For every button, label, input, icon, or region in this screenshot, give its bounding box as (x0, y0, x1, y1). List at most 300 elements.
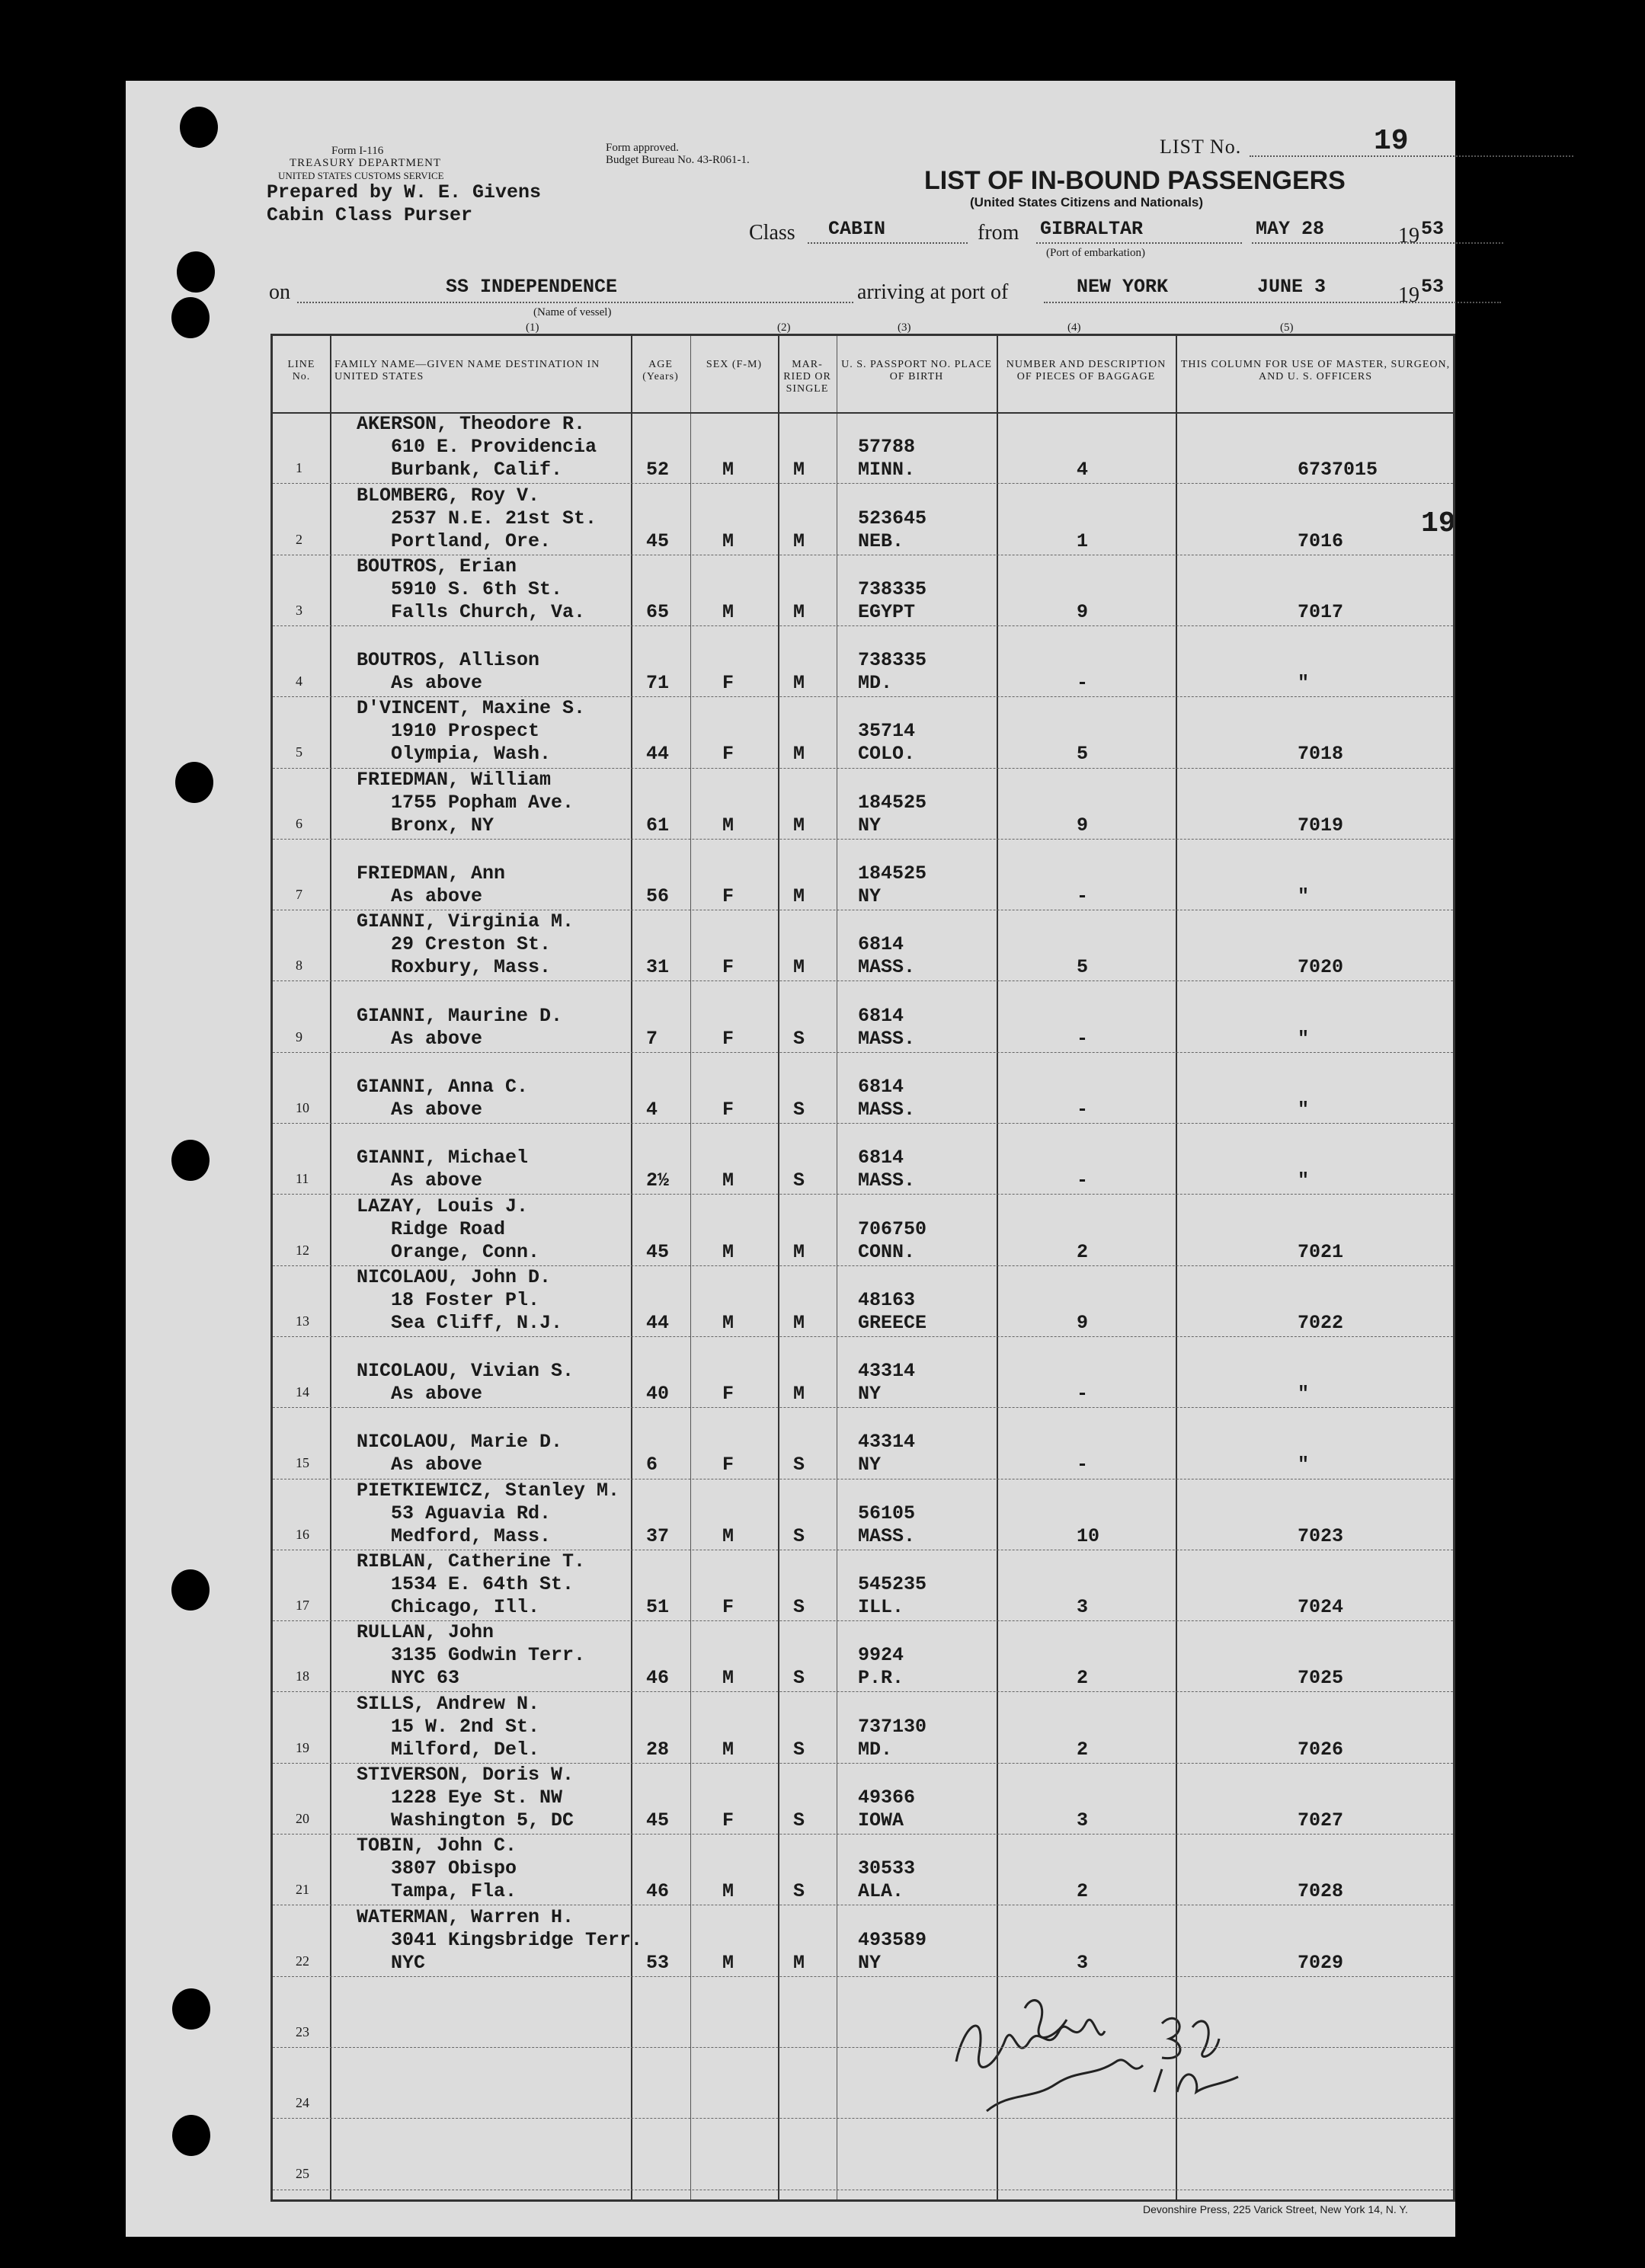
depart-year: 53 (1421, 218, 1445, 240)
line-number: 5 (296, 744, 302, 760)
sex: M (722, 1311, 734, 1334)
table-row (273, 1905, 1453, 1975)
age: 56 (646, 885, 670, 908)
baggage-count: - (1077, 1027, 1089, 1050)
marital-status: S (793, 1738, 805, 1761)
sex: M (722, 1169, 734, 1192)
line-number: 25 (296, 2166, 309, 2182)
passenger-name: FRIEDMAN, William (357, 768, 552, 791)
passport-number: 6814 (858, 1075, 904, 1098)
passport-number: 184525 (858, 791, 927, 814)
line-number: 20 (296, 1810, 309, 1826)
table-row (273, 768, 1453, 839)
passenger-name: TOBIN, John C. (357, 1835, 517, 1857)
marital-status: M (793, 1240, 805, 1263)
table-row (273, 625, 1453, 696)
list-no-value: 19 (1374, 125, 1409, 158)
passenger-address: As above (391, 1098, 483, 1121)
place-of-birth: MASS. (858, 1027, 916, 1050)
line-number: 13 (296, 1313, 309, 1329)
place-of-birth: NY (858, 1951, 882, 1974)
line-number: 14 (296, 1384, 309, 1400)
passenger-address: Bronx, NY (391, 814, 494, 837)
sex: F (722, 1383, 734, 1406)
passport-number: 737130 (858, 1715, 927, 1738)
baggage-count: 3 (1077, 1809, 1089, 1831)
marital-status: M (793, 1951, 805, 1974)
age: 28 (646, 1738, 670, 1761)
place-of-birth: MASS. (858, 956, 916, 979)
punch-hole (175, 762, 213, 803)
age: 65 (646, 600, 670, 623)
depart-year-prefix: 19 (1398, 224, 1419, 248)
baggage-count: 1 (1077, 529, 1089, 552)
sex: F (722, 672, 734, 695)
arrival-date: JUNE 3 (1257, 276, 1327, 298)
baggage-count: - (1077, 1098, 1089, 1121)
passenger-name: RIBLAN, Catherine T. (357, 1550, 586, 1573)
passenger-address: NYC (391, 1951, 426, 1974)
table-row (273, 1620, 1453, 1691)
sex: M (722, 1738, 734, 1761)
budget-bureau: Budget Bureau No. 43-R061-1. (606, 154, 750, 166)
passport-number: 523645 (858, 507, 927, 529)
place-of-birth: P.R. (858, 1667, 904, 1690)
page-subtitle: (United States Citizens and Nationals) (970, 195, 1204, 210)
class-label: Class (749, 221, 795, 245)
prepared-by: Prepared by W. E. Givens (267, 181, 542, 203)
age: 44 (646, 743, 670, 766)
age: 46 (646, 1880, 670, 1903)
marital-status: S (793, 1667, 805, 1690)
table-row (273, 1194, 1453, 1265)
line-number: 1 (296, 460, 302, 476)
sex: F (722, 743, 734, 766)
officer-number: 7029 (1298, 1951, 1344, 1974)
officer-number: 7019 (1298, 814, 1344, 837)
marital-status: S (793, 1027, 805, 1050)
passenger-name: BOUTROS, Allison (357, 649, 540, 672)
passenger-name: FRIEDMAN, Ann (357, 862, 506, 885)
passenger-address: As above (391, 1454, 483, 1476)
officer-number: 7028 (1298, 1880, 1344, 1903)
punch-hole (171, 1140, 210, 1181)
officer-number: " (1298, 1169, 1310, 1192)
passport-number: 184525 (858, 862, 927, 885)
table-row (273, 2047, 1453, 2118)
arrival-year-prefix: 19 (1398, 283, 1419, 307)
place-of-birth: MASS. (858, 1524, 916, 1547)
passenger-name: RULLAN, John (357, 1621, 494, 1644)
from-value: GIBRALTAR (1040, 218, 1144, 240)
passenger-address: 610 E. Providencia (391, 436, 597, 459)
table-row (273, 1976, 1453, 2047)
header-age: AGE (Years) (642, 359, 679, 382)
officer-number: 7024 (1298, 1596, 1344, 1619)
passenger-name: BOUTROS, Erian (357, 555, 517, 577)
marital-status: S (793, 1524, 805, 1547)
age: 46 (646, 1667, 670, 1690)
sex: M (722, 600, 734, 623)
passenger-name: AKERSON, Theodore R. (357, 413, 586, 436)
baggage-count: 4 (1077, 459, 1089, 481)
header-line-no: LINE No. (287, 359, 315, 382)
baggage-count: 10 (1077, 1524, 1100, 1547)
passenger-name: WATERMAN, Warren H. (357, 1905, 574, 1928)
age: 6 (646, 1454, 658, 1476)
baggage-count: 9 (1077, 600, 1089, 623)
port-embarkation-label: (Port of embarkation) (1046, 247, 1145, 259)
table-row (273, 483, 1453, 554)
line-number: 12 (296, 1242, 309, 1258)
passenger-address: Chicago, Ill. (391, 1596, 540, 1619)
sex: M (722, 529, 734, 552)
age: 45 (646, 529, 670, 552)
passenger-name: GIANNI, Anna C. (357, 1075, 529, 1098)
passenger-address: As above (391, 1027, 483, 1050)
marital-status: M (793, 885, 805, 908)
passenger-name: LAZAY, Louis J. (357, 1195, 529, 1217)
officer-number: " (1298, 1027, 1310, 1050)
place-of-birth: MD. (858, 1738, 893, 1761)
place-of-birth: MASS. (858, 1098, 916, 1121)
age: 45 (646, 1809, 670, 1831)
passport-number: 35714 (858, 720, 916, 743)
baggage-count: - (1077, 1383, 1089, 1406)
sex: F (722, 1098, 734, 1121)
passenger-address: 18 Foster Pl. (391, 1288, 540, 1311)
baggage-count: 2 (1077, 1738, 1089, 1761)
age: 7 (646, 1027, 658, 1050)
passport-number: 56105 (858, 1502, 916, 1524)
col-num-4: (4) (1067, 321, 1081, 334)
sex: M (722, 814, 734, 837)
baggage-count: 3 (1077, 1596, 1089, 1619)
age: 51 (646, 1596, 670, 1619)
table-row (273, 1691, 1453, 1762)
passenger-address: 3807 Obispo (391, 1857, 517, 1880)
passenger-name: GIANNI, Maurine D. (357, 1004, 563, 1027)
line-number: 2 (296, 531, 302, 547)
officer-number: " (1298, 885, 1310, 908)
on-label: on (269, 280, 290, 304)
baggage-count: 9 (1077, 814, 1089, 837)
marital-status: S (793, 1880, 805, 1903)
header-married: MAR-RIED OR SINGLE (783, 359, 831, 395)
line-number: 9 (296, 1028, 302, 1044)
marital-status: M (793, 814, 805, 837)
passenger-address: Washington 5, DC (391, 1809, 574, 1831)
marital-status: S (793, 1454, 805, 1476)
place-of-birth: NY (858, 814, 882, 837)
from-label: from (978, 221, 1019, 245)
passport-number: 545235 (858, 1573, 927, 1596)
passenger-address: Milford, Del. (391, 1738, 540, 1761)
officer-number: 7020 (1298, 956, 1344, 979)
sex: F (722, 956, 734, 979)
class-value: CABIN (828, 218, 886, 240)
line-number: 4 (296, 673, 302, 689)
passport-number: 49366 (858, 1786, 916, 1809)
sex: F (722, 885, 734, 908)
table-row (273, 555, 1453, 625)
passport-number: 43314 (858, 1360, 916, 1383)
marital-status: M (793, 529, 805, 552)
table-row (273, 1479, 1453, 1550)
passenger-address: Olympia, Wash. (391, 743, 552, 766)
passenger-name: NICOLAOU, Marie D. (357, 1431, 563, 1454)
age: 44 (646, 1311, 670, 1334)
place-of-birth: IOWA (858, 1809, 904, 1831)
sex: M (722, 1880, 734, 1903)
marital-status: M (793, 743, 805, 766)
officer-number: 7025 (1298, 1667, 1344, 1690)
passenger-address: Tampa, Fla. (391, 1880, 517, 1903)
officer-number: 7027 (1298, 1809, 1344, 1831)
passport-number: 706750 (858, 1217, 927, 1240)
passenger-address: As above (391, 1169, 483, 1192)
marital-status: M (793, 600, 805, 623)
sex: M (722, 1951, 734, 1974)
passenger-address: 5910 S. 6th St. (391, 577, 563, 600)
baggage-count: - (1077, 885, 1089, 908)
passport-number: 493589 (858, 1928, 927, 1951)
passenger-address: Orange, Conn. (391, 1240, 540, 1263)
table-row (273, 1407, 1453, 1478)
passenger-address: As above (391, 672, 483, 695)
line-number: 6 (296, 815, 302, 831)
passenger-address: Portland, Ore. (391, 529, 552, 552)
col-num-2: (2) (777, 321, 791, 334)
line-number: 8 (296, 958, 302, 974)
place-of-birth: MASS. (858, 1169, 916, 1192)
passport-number: 6814 (858, 1147, 904, 1169)
place-of-birth: EGYPT (858, 600, 916, 623)
passenger-address: NYC 63 (391, 1667, 460, 1690)
marital-status: S (793, 1169, 805, 1192)
vessel-label: (Name of vessel) (533, 306, 612, 318)
baggage-count: 3 (1077, 1951, 1089, 1974)
place-of-birth: NY (858, 1383, 882, 1406)
place-of-birth: MD. (858, 672, 893, 695)
officer-number: 7022 (1298, 1311, 1344, 1334)
passport-number: 9924 (858, 1644, 904, 1667)
customs-service: UNITED STATES CUSTOMS SERVICE (278, 170, 444, 181)
line-number: 16 (296, 1526, 309, 1542)
sex: M (722, 459, 734, 481)
header-baggage: NUMBER AND DESCRIPTION OF PIECES OF BAGGAGE (1006, 359, 1167, 382)
table-row (273, 980, 1453, 1051)
place-of-birth: ILL. (858, 1596, 904, 1619)
list-no-label: LIST No. (1160, 136, 1242, 158)
officer-number: 7018 (1298, 743, 1344, 766)
table-row (273, 696, 1453, 767)
passenger-table (270, 334, 1455, 2202)
line-number: 11 (296, 1171, 309, 1187)
cabin-class-purser: Cabin Class Purser (267, 204, 473, 226)
passenger-name: STIVERSON, Doris W. (357, 1763, 574, 1786)
marital-status: M (793, 1311, 805, 1334)
passport-number: 30533 (858, 1857, 916, 1880)
age: 52 (646, 459, 670, 481)
officer-number: " (1298, 672, 1310, 695)
depart-date: MAY 28 (1256, 218, 1325, 240)
passenger-address: 1755 Popham Ave. (391, 791, 574, 814)
passport-number: 6814 (858, 933, 904, 956)
marital-status: S (793, 1098, 805, 1121)
table-row (273, 839, 1453, 910)
passenger-address: 1534 E. 64th St. (391, 1573, 574, 1596)
place-of-birth: MINN. (858, 459, 916, 481)
table-row (273, 1052, 1453, 1123)
place-of-birth: ALA. (858, 1880, 904, 1903)
officer-number: 7017 (1298, 600, 1344, 623)
passenger-name: NICOLAOU, Vivian S. (357, 1360, 574, 1383)
passenger-address: Ridge Road (391, 1217, 506, 1240)
age: 45 (646, 1240, 670, 1263)
line-number: 3 (296, 602, 302, 618)
age: 40 (646, 1383, 670, 1406)
header-sex: SEX (F-M) (706, 359, 763, 370)
line-number: 19 (296, 1739, 309, 1755)
officer-number: " (1298, 1454, 1310, 1476)
form-number: Form I-116 (331, 145, 384, 157)
passenger-address: 3135 Godwin Terr. (391, 1644, 586, 1667)
passenger-address: Roxbury, Mass. (391, 956, 552, 979)
passenger-name: GIANNI, Michael (357, 1147, 529, 1169)
line-number: 22 (296, 1953, 309, 1969)
sex: F (722, 1596, 734, 1619)
table-row (273, 412, 1453, 483)
baggage-count: 9 (1077, 1311, 1089, 1334)
line-number: 23 (296, 2023, 309, 2039)
baggage-count: 2 (1077, 1880, 1089, 1903)
punch-hole (171, 1569, 210, 1611)
baggage-count: 2 (1077, 1667, 1089, 1690)
line-number: 18 (296, 1668, 309, 1684)
passport-number: 43314 (858, 1431, 916, 1454)
punch-hole (177, 251, 215, 293)
place-of-birth: NEB. (858, 529, 904, 552)
marital-status: M (793, 459, 805, 481)
arrival-port: NEW YORK (1077, 276, 1169, 298)
passenger-address: 1910 Prospect (391, 720, 540, 743)
passenger-address: 1228 Eye St. NW (391, 1786, 563, 1809)
sex: M (722, 1240, 734, 1263)
age: 53 (646, 1951, 670, 1974)
officer-number: 6737015 (1298, 459, 1378, 481)
punch-hole (172, 2115, 210, 2156)
passport-number: 57788 (858, 436, 916, 459)
col-num-5: (5) (1280, 321, 1294, 334)
col-num-3: (3) (898, 321, 911, 334)
table-row (273, 2118, 1453, 2189)
age: 61 (646, 814, 670, 837)
line-number: 17 (296, 1598, 309, 1614)
treasury-dept: TREASURY DEPARTMENT (290, 157, 442, 169)
passenger-address: 29 Creston St. (391, 933, 552, 956)
officer-number: 7026 (1298, 1738, 1344, 1761)
sex: F (722, 1027, 734, 1050)
table-row (273, 1265, 1453, 1336)
col-num-1: (1) (526, 321, 539, 334)
table-row (273, 910, 1453, 980)
age: 31 (646, 956, 670, 979)
age: 37 (646, 1524, 670, 1547)
line-number: 10 (296, 1099, 309, 1115)
passenger-name: NICOLAOU, John D. (357, 1265, 552, 1288)
printer-imprint: Devonshire Press, 225 Varick Street, New York 14, N. Y. (1143, 2203, 1408, 2215)
form-approved: Form approved. (606, 142, 679, 154)
officer-number: 7023 (1298, 1524, 1344, 1547)
passenger-name: SILLS, Andrew N. (357, 1692, 540, 1715)
header-name: FAMILY NAME—GIVEN NAME DESTINATION IN UNITED STATES (334, 359, 600, 382)
passenger-address: 53 Aguavia Rd. (391, 1502, 552, 1524)
line-number: 15 (296, 1455, 309, 1471)
sex: M (722, 1524, 734, 1547)
punch-hole (171, 297, 210, 338)
passenger-address: Medford, Mass. (391, 1524, 552, 1547)
marital-status: S (793, 1596, 805, 1619)
passenger-address: 2537 N.E. 21st St. (391, 507, 597, 529)
vessel-name: SS INDEPENDENCE (446, 276, 618, 298)
marital-status: S (793, 1809, 805, 1831)
baggage-count: - (1077, 1169, 1089, 1192)
place-of-birth: CONN. (858, 1240, 916, 1263)
line-number: 21 (296, 1882, 309, 1898)
baggage-count: 5 (1077, 743, 1089, 766)
table-row (273, 1834, 1453, 1905)
header-passport: U. S. PASSPORT NO. PLACE OF BIRTH (841, 359, 992, 382)
table-row (273, 1123, 1453, 1194)
baggage-count: - (1077, 1454, 1089, 1476)
line-number: 7 (296, 887, 302, 903)
passenger-address: As above (391, 885, 483, 908)
age: 4 (646, 1098, 658, 1121)
sex: F (722, 1454, 734, 1476)
marital-status: M (793, 956, 805, 979)
age: 2½ (646, 1169, 670, 1192)
passenger-address: Burbank, Calif. (391, 459, 563, 481)
place-of-birth: NY (858, 1454, 882, 1476)
officer-number: " (1298, 1383, 1310, 1406)
baggage-count: 2 (1077, 1240, 1089, 1263)
place-of-birth: GREECE (858, 1311, 927, 1334)
passenger-address: Sea Cliff, N.J. (391, 1311, 563, 1334)
place-of-birth: COLO. (858, 743, 916, 766)
arrival-year: 53 (1421, 276, 1445, 298)
sex: F (722, 1809, 734, 1831)
table-row (273, 1550, 1453, 1620)
passenger-address: 3041 Kingsbridge Terr. (391, 1928, 643, 1951)
line-number: 24 (296, 2095, 309, 2111)
baggage-count: 5 (1077, 956, 1089, 979)
passport-number: 48163 (858, 1288, 916, 1311)
passenger-name: D'VINCENT, Maxine S. (357, 697, 586, 720)
table-row (273, 1336, 1453, 1407)
table-row (273, 1763, 1453, 1834)
passport-number: 6814 (858, 1004, 904, 1027)
sex: M (722, 1667, 734, 1690)
passport-number: 738335 (858, 649, 927, 672)
place-of-birth: NY (858, 885, 882, 908)
passenger-address: 15 W. 2nd St. (391, 1715, 540, 1738)
page-title: LIST OF IN-BOUND PASSENGERS (924, 166, 1346, 195)
punch-hole (172, 1988, 210, 2030)
marital-status: M (793, 672, 805, 695)
passenger-name: BLOMBERG, Roy V. (357, 484, 540, 507)
officer-number: " (1298, 1098, 1310, 1121)
